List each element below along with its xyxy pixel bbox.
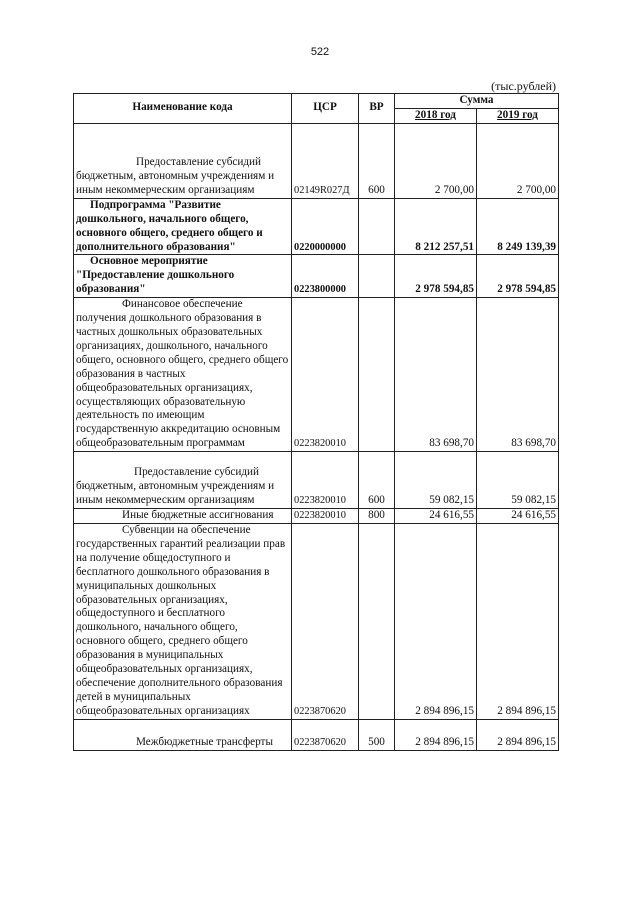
row-2019: 2 894 896,15 xyxy=(477,719,559,750)
row-csr: 0223870620 xyxy=(292,719,359,750)
header-year-2019: 2019 год xyxy=(477,108,559,123)
table-row xyxy=(74,198,559,255)
row-2019: 2 894 896,15 xyxy=(477,524,559,720)
row-2018: 2 894 896,15 xyxy=(395,719,477,750)
row-name: Предоставление субсидий бюджетным, автономным учреждениям и иным некоммерческим организациям xyxy=(76,466,275,507)
header-vr: ВР xyxy=(359,94,395,124)
row-csr: 02149R027Д xyxy=(292,123,359,198)
row-name: Предоставление субсидий бюджетным, автономным учреждениям и иным некоммерческим организациям xyxy=(76,156,275,196)
page-number: 522 xyxy=(310,46,330,58)
row-csr: 0220000000 xyxy=(292,198,359,255)
row-vr xyxy=(359,255,395,298)
row-2019: 8 249 139,39 xyxy=(477,198,559,255)
row-vr: 600 xyxy=(359,123,395,198)
header-csr: ЦСР xyxy=(292,94,359,124)
row-2018: 2 978 594,85 xyxy=(395,255,477,298)
row-2018: 83 698,70 xyxy=(395,298,477,452)
row-vr: 800 xyxy=(359,509,395,524)
table-row xyxy=(74,255,559,298)
row-csr: 0223800000 xyxy=(292,255,359,298)
header-year-2018: 2018 год xyxy=(395,108,477,123)
row-vr: 500 xyxy=(359,719,395,750)
row-name: Иные бюджетные ассигнования xyxy=(122,509,274,522)
units-note: (тыс.рублей) xyxy=(491,79,556,93)
row-vr xyxy=(359,198,395,255)
row-2019: 83 698,70 xyxy=(477,298,559,452)
row-name: Подпрограмма "Развитие дошкольного, начального общего, основного общего, среднего общего и дополнительного образования" xyxy=(76,198,263,253)
table-row xyxy=(74,123,559,198)
row-name: Основное мероприятие "Предоставление дошкольного образования" xyxy=(76,255,235,296)
header-name: Наименование кода xyxy=(74,94,292,124)
header-sum: Сумма xyxy=(395,94,559,109)
row-csr: 0223820010 xyxy=(292,298,359,452)
row-csr: 0223820010 xyxy=(292,509,359,524)
table-row xyxy=(74,298,559,452)
row-2019: 59 082,15 xyxy=(477,452,559,509)
table-row xyxy=(74,509,559,524)
row-2019: 2 700,00 xyxy=(477,123,559,198)
row-name: Субвенции на обеспечение государственных гарантий реализации прав на получение общедоступного и бесплатного дошкольного образования в муниципальных дошкольных образовательных организациях, общедоступного и бесплатного дошкольного, начального общего, основного общего, среднего общего образования в муниципальных общеобразовательных организациях, обеспечение дополнительного образования детей в муниципальных общеобразовательных организациях xyxy=(76,524,286,717)
row-2019: 24 616,55 xyxy=(477,509,559,524)
row-2018: 2 700,00 xyxy=(395,123,477,198)
row-vr: 600 xyxy=(359,452,395,509)
row-2018: 8 212 257,51 xyxy=(395,198,477,255)
table-row xyxy=(74,719,559,750)
row-2018: 24 616,55 xyxy=(395,509,477,524)
row-2018: 59 082,15 xyxy=(395,452,477,509)
row-csr: 0223820010 xyxy=(292,452,359,509)
row-name: Межбюджетные трансферты xyxy=(136,735,273,748)
row-vr xyxy=(359,298,395,452)
row-2019: 2 978 594,85 xyxy=(477,255,559,298)
budget-table xyxy=(73,93,559,751)
row-name: Финансовое обеспечение получения дошкольного образования в частных дошкольных образовательных организациях, дошкольного, начального общего, основного общего, среднего общего образования в частных общеобразовательных организациях, осуществляющих образовательную деятельность по имеющим государственную аккредитацию основным общеобразовательным программам xyxy=(76,298,289,450)
table-row xyxy=(74,524,559,720)
header-row xyxy=(74,94,559,109)
row-2018: 2 894 896,15 xyxy=(395,524,477,720)
row-vr xyxy=(359,524,395,720)
row-csr: 0223870620 xyxy=(292,524,359,720)
table-row xyxy=(74,452,559,509)
